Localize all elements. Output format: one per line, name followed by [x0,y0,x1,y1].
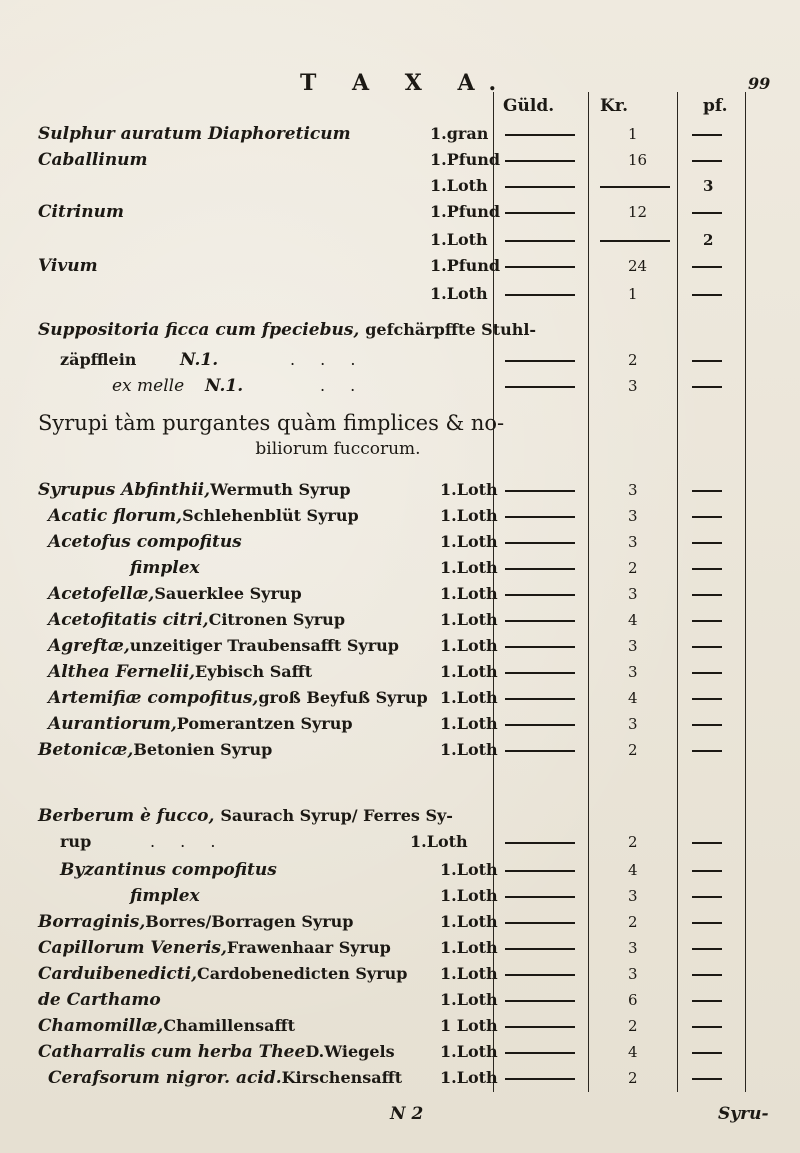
dash-line [505,974,575,976]
entry-german: Chamillensafft [163,1016,295,1035]
entry-pf: 2 [703,231,714,249]
entry-kr: 3 [628,637,638,655]
dash-guld [505,842,575,844]
entry-kr: 2 [628,741,638,759]
entry-latin: Acetofus compofitus [48,532,242,552]
dash-line [505,698,575,700]
dash-line [505,724,575,726]
entry-kr: 3 [628,585,638,603]
entry-dose: 1.Loth [410,832,468,851]
section-heading [38,410,698,462]
entry-latin: Suppositoria ficca cum fpeciebus [38,320,354,340]
entry-kr: 2 [628,913,638,931]
entry-name [38,120,351,148]
entry-latin: Caballinum [38,150,148,170]
entry-kr: 4 [628,861,638,879]
entry-dose: 1.Loth [440,1068,498,1087]
table-row [0,1064,800,1094]
dash-line [505,1000,575,1002]
entry-latin: Carduibenedicti, [38,964,198,984]
entry-latin: Artemifiæ compofitus, [48,688,259,708]
dash-line [692,134,722,136]
dash-line [692,266,722,268]
entry-latin: Capillorum Veneris, [38,938,227,958]
dash-guld [505,360,575,362]
entry-kr: 3 [628,507,638,525]
entry-latin: Betonicæ, [38,740,134,760]
entry-dose: 1.Loth [440,558,498,577]
entry-name [38,146,148,174]
dash-line [505,672,575,674]
dash-line [505,870,575,872]
entry-dose: 1.Loth [440,610,498,629]
entry-german: Frawenhaar Syrup [226,938,391,957]
entry-kr: 2 [628,559,638,577]
entry-berberum-cont [0,828,800,858]
leader-dots: . . . [290,350,366,369]
entry-kr: 3 [628,715,638,733]
dash-line [505,212,575,214]
dash-pf [692,386,722,388]
entry-dose: 1.Loth [440,740,498,759]
dash-line [505,896,575,898]
entry-kr: 12 [628,203,648,221]
entry-kr: 4 [628,1043,638,1061]
entry-german: rup [60,832,92,851]
entry-dose: 1.Loth [430,284,488,303]
entry-latin: Chamomillæ, [38,1016,164,1036]
entry-dose: 1.gran [430,124,489,143]
dash-line [505,266,575,268]
entry-german: Schlehenblüt Syrup [182,506,359,525]
dash-line [505,160,575,162]
entry-german: unzeitiger Traubensafft Syrup [129,636,399,655]
entry-latin: Borraginis, [38,912,146,932]
entry-name [48,710,353,738]
entry-number: N.1. [205,376,244,396]
entry-latin: Cerafsorum nigror. acid. [48,1068,282,1088]
dash-line [692,160,722,162]
entry-dose: 1.Loth [430,176,488,195]
leader-dots: . . [320,376,366,395]
entry-kr: 16 [628,151,648,169]
entry-german: Cardobenedicten Syrup [197,964,408,983]
entry-kr: 3 [628,533,638,551]
entry-german: Citronen Syrup [208,610,345,629]
dash-pf [692,842,722,844]
entry-name [48,658,312,686]
entry-kr: 3 [628,377,638,395]
column-header-row [0,92,800,122]
entry-suppositoria-heading: Suppositoria ficca cum fpeciebus, gefchärpffte Stuhl- [38,320,537,340]
dash-line [692,1052,722,1054]
entry-name [38,1012,295,1040]
dash-line [505,646,575,648]
entry-name [38,908,353,936]
dash-line [505,134,575,136]
entry-latin: Byzantinus compofitus [60,860,277,880]
dash-line [505,922,575,924]
dash-line [505,186,575,188]
entry-kr: 3 [628,939,638,957]
dash-guld [505,386,575,388]
section-title: Syrupi tàm purgantes quàm fimplices & no- [38,411,505,435]
dash-line [692,750,722,752]
leader-dots: . . . [150,832,226,851]
dash-line [505,1026,575,1028]
entry-dose: 1.Loth [440,1042,498,1061]
entry-latin: Althea Fernelii, [48,662,195,682]
entry-name [38,934,391,962]
entry-name [38,986,161,1014]
entry-name [38,736,272,764]
entry-german: Betonien Syrup [133,740,273,759]
dash-line [692,594,722,596]
entry-kr: 6 [628,991,638,1009]
dash-line [505,1052,575,1054]
dash-line [505,1078,575,1080]
entry-german: Kirschensafft [281,1068,403,1087]
entry-latin: Citrinum [38,202,124,222]
entry-dose: 1.Loth [440,688,498,707]
entry-name [130,882,200,910]
entry-dose: 1.Pfund [430,150,501,169]
entry-kr: 3 [628,481,638,499]
entry-latin: Acatic florum, [48,506,183,526]
dash-line [692,568,722,570]
entry-name [48,632,399,660]
entry-name [48,580,302,608]
column-header-kr: Kr. [600,96,629,116]
page-title: T A X A. [300,70,511,96]
entry-latin: Vivum [38,256,98,276]
dash-pf [692,360,722,362]
entry-latin: Agreftæ, [48,636,130,656]
entry-dose: 1.Loth [440,886,498,905]
entry-german: Sauerklee Syrup [154,584,302,603]
dash-line [692,948,722,950]
dash-line [692,698,722,700]
entry-kr: 3 [628,965,638,983]
entry-german: Eybisch Safft [195,662,313,681]
dash-line [692,974,722,976]
dash-line [505,568,575,570]
entry-dose: 1.Loth [440,532,498,551]
entry-german: Wermuth Syrup [210,480,351,499]
entry-name [48,502,359,530]
dash-line [692,724,722,726]
entry-latin: de Carthamo [38,990,161,1010]
dash-line [505,620,575,622]
dash-line [692,516,722,518]
entry-name [48,1064,402,1092]
entry-dose: 1.Loth [440,506,498,525]
entry-latin: Sulphur auratum Diaphoreticum [38,124,351,144]
dash-line [505,948,575,950]
entry-latin: fimplex [130,886,200,906]
column-header-pf: pf. [703,96,728,116]
entry-name [48,684,428,712]
entry-dose: 1.Loth [440,584,498,603]
dash-line [692,1000,722,1002]
dash-line [692,542,722,544]
entry-dose: 1.Loth [440,860,498,879]
entry-dose: 1.Loth [440,938,498,957]
entry-latin: fimplex [130,558,200,578]
entry-name [38,1038,395,1066]
entry-dose: 1.Loth [440,480,498,499]
dash-line [505,240,575,242]
entry-kr: 3 [628,663,638,681]
entry-pf: 3 [703,177,714,195]
entry-kr: 2 [628,1069,638,1087]
dash-line [692,1026,722,1028]
dash-line [692,212,722,214]
dash-line [692,646,722,648]
dash-line [600,240,670,242]
entry-dose: 1.Pfund [430,202,501,221]
entry-dose: 1.Loth [440,912,498,931]
dash-line [692,1078,722,1080]
dash-line [505,750,575,752]
entry-latin: Syrupus Abfinthii, [38,480,211,500]
section-subtitle: biliorum fuccorum. [255,439,421,459]
dash-line [692,672,722,674]
entry-kr: 2 [628,351,638,369]
entry-dose: 1.Loth [440,636,498,655]
entry-kr: 2 [628,833,638,851]
entry-name [60,856,277,884]
column-header-guld: Güld. [503,96,555,116]
dash-line [505,294,575,296]
entry-name [38,252,98,280]
entry-german: gefchärpffte Stuhl- [365,320,537,339]
entry-german: Borres/Borragen Syrup [145,912,354,931]
entry-german: groß Beyfuß Syrup [258,688,428,707]
entry-name [130,554,200,582]
entry-dose: 1.Loth [440,964,498,983]
entry-kr: 1 [628,125,638,143]
page-number: 99 [748,74,771,93]
dash-line [600,186,670,188]
dash-line [692,870,722,872]
dash-line [505,490,575,492]
table-row [0,736,800,766]
entry-german: Pomerantzen Syrup [176,714,353,733]
entry-kr: 4 [628,689,638,707]
entry-suppositoria-ex-melle [0,372,800,402]
entry-name [48,606,345,634]
entry-name [38,198,124,226]
entry-dose: 1.Loth [440,662,498,681]
entry-dose: 1.Loth [430,230,488,249]
entry-kr: 4 [628,611,638,629]
entry-kr: 3 [628,887,638,905]
page-footer [0,1100,800,1130]
dash-line [505,594,575,596]
table-row [0,252,800,282]
entry-kr: 2 [628,1017,638,1035]
entry-kr: 24 [628,257,648,275]
catchword: Syru- [718,1104,769,1124]
entry-dose: 1.Loth [440,714,498,733]
dash-line [692,620,722,622]
entry-number: N.1. [180,350,219,370]
entry-latin: ex melle [112,376,185,396]
entry-dose: 1.Pfund [430,256,501,275]
dash-line [692,922,722,924]
entry-dose: 1 Loth [440,1016,498,1035]
signature-mark: N 2 [390,1104,424,1124]
dash-line [692,896,722,898]
entry-kr: 1 [628,285,638,303]
entry-latin: Berberum è fucco, [38,806,215,826]
dash-line [505,542,575,544]
dash-line [692,490,722,492]
entry-latin: Acetofitatis citri, [48,610,209,630]
entry-latin: Aurantiorum, [48,714,177,734]
entry-name [38,960,407,988]
table-row [0,280,800,310]
dash-line [692,294,722,296]
entry-name [38,476,351,504]
entry-name [48,528,242,556]
entry-latin: Catharralis cum herba Thee [38,1042,306,1062]
table-row [0,198,800,228]
entry-latin: Acetofellæ, [48,584,155,604]
entry-german: Saurach Syrup/ Ferres Sy- [220,806,453,825]
entry-dose: 1.Loth [440,990,498,1009]
entry-german: D.Wiegels [305,1042,395,1061]
entry-german: zäpfflein [60,350,137,369]
dash-line [505,516,575,518]
